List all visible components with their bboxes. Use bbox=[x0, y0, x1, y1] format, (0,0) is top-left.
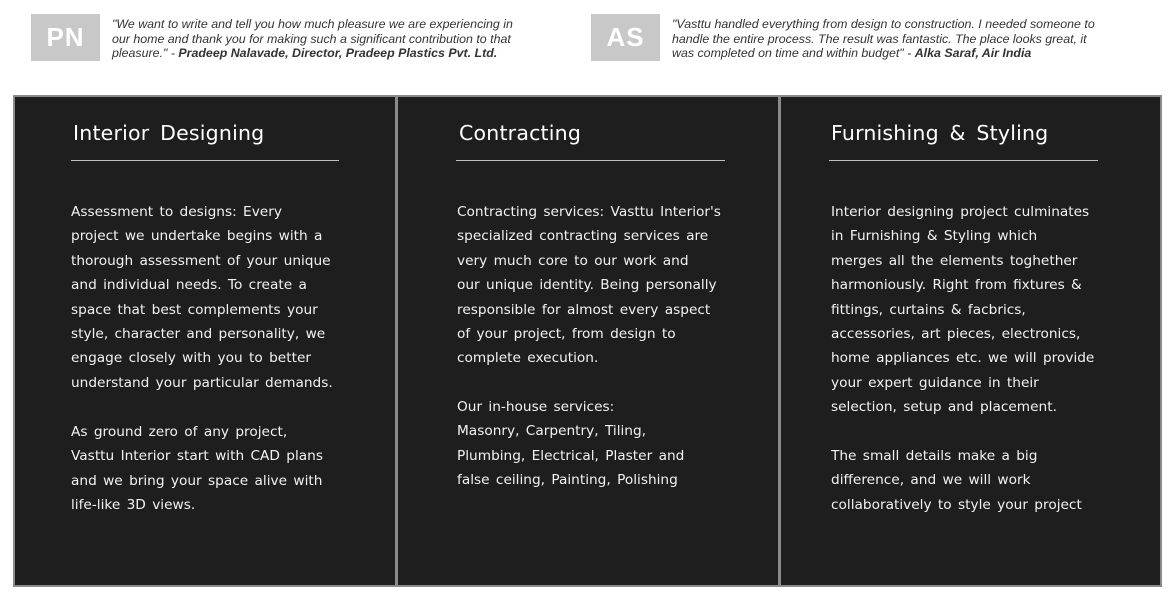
text-line: As ground zero of any project, bbox=[71, 424, 288, 440]
text-line: style, character and personality, we bbox=[71, 326, 326, 343]
text-line: responsible for almost every aspect bbox=[457, 301, 711, 318]
text-line: and we bring your space alive with bbox=[71, 472, 323, 489]
text-line: life-like 3D views. bbox=[71, 497, 196, 514]
service-paragraph bbox=[457, 200, 721, 371]
text-line: harmoniously. Right from fixtures & bbox=[831, 277, 1082, 294]
text-line: merges all the elements toghether bbox=[831, 252, 1078, 269]
testimonial-quote bbox=[112, 17, 552, 61]
text-line: collaboratively to style your project bbox=[831, 496, 1082, 513]
testimonials-strip bbox=[0, 0, 1176, 92]
text-line: in Furnishing & Styling which bbox=[831, 228, 1038, 245]
text-line: difference, and we will work bbox=[831, 472, 1031, 489]
text-line: understand your particular demands. bbox=[71, 374, 333, 391]
avatar: AS bbox=[591, 14, 660, 61]
text-line: specialized contracting services are bbox=[457, 228, 709, 245]
text-line: your expert guidance in their bbox=[831, 374, 1039, 391]
service-panel-interior-designing bbox=[15, 97, 395, 585]
text-line: Our in-house services: bbox=[457, 399, 615, 415]
service-panel-contracting bbox=[398, 97, 778, 585]
text-line: engage closely with you to better bbox=[71, 350, 312, 367]
service-paragraph bbox=[831, 444, 1082, 517]
text-line: project we undertake begins with a bbox=[71, 228, 323, 245]
testimonial-author: Alka Saraf, Air India bbox=[914, 46, 1032, 61]
text-line: The small details make a big bbox=[831, 448, 1038, 464]
text-line: and individual needs. To create a bbox=[71, 277, 307, 294]
text-line: Contracting services: Vasttu Interior's bbox=[457, 204, 721, 220]
text-line: accessories, art pieces, electronics, bbox=[831, 326, 1081, 343]
text-line: very much core to our work and bbox=[457, 252, 689, 269]
service-paragraph bbox=[71, 420, 323, 518]
text-line: fittings, curtains & facbrics, bbox=[831, 301, 1026, 318]
text-line: Interior designing project culminates bbox=[831, 204, 1090, 220]
text-line: our unique identity. Being personally bbox=[457, 277, 717, 294]
testimonial-author: Pradeep Nalavade, Director, Pradeep Plastics Pvt. Ltd. bbox=[178, 46, 498, 61]
text-line: selection, setup and placement. bbox=[831, 399, 1057, 416]
text-line: false ceiling, Painting, Polishing bbox=[457, 472, 678, 489]
service-title: Interior Designing bbox=[73, 121, 265, 145]
text-line: Assessment to designs: Every bbox=[71, 204, 282, 220]
service-paragraph bbox=[457, 395, 684, 493]
text-line: Plumbing, Electrical, Plaster and bbox=[457, 447, 685, 464]
text-line: Vasttu Interior start with CAD plans bbox=[71, 448, 323, 465]
quote-line: pleasure." - bbox=[112, 46, 179, 61]
testimonial-quote bbox=[672, 17, 1132, 61]
avatar: PN bbox=[31, 14, 100, 61]
text-line: complete execution. bbox=[457, 350, 599, 367]
quote-line: handle the entire process. The result was fantastic. The place looks great, it bbox=[672, 31, 1087, 46]
quote-line: was completed on time and within budget" - bbox=[672, 46, 915, 61]
text-line: space that best complements your bbox=[71, 301, 318, 318]
quote-line: "We want to write and tell you how much pleasure we are experiencing in bbox=[112, 17, 513, 31]
service-paragraph bbox=[831, 200, 1094, 420]
quote-line: our home and thank you for making such a significant contribution to that bbox=[112, 31, 511, 46]
testimonial-card bbox=[31, 14, 551, 62]
service-title: Contracting bbox=[459, 121, 582, 145]
testimonial-card bbox=[591, 14, 1151, 62]
service-panel-furnishing-styling bbox=[781, 97, 1160, 585]
service-title: Furnishing & Styling bbox=[831, 121, 1049, 145]
text-line: thorough assessment of your unique bbox=[71, 252, 331, 269]
text-line: Masonry, Carpentry, Tiling, bbox=[457, 423, 647, 440]
service-paragraph bbox=[71, 200, 333, 395]
text-line: of your project, from design to bbox=[457, 326, 676, 343]
quote-line: "Vasttu handled everything from design to construction. I needed someone to bbox=[672, 17, 1095, 31]
title-divider bbox=[456, 160, 725, 161]
title-divider bbox=[71, 160, 339, 161]
services-section bbox=[13, 95, 1162, 587]
title-divider bbox=[829, 160, 1098, 161]
text-line: home appliances etc. we will provide bbox=[831, 350, 1095, 367]
